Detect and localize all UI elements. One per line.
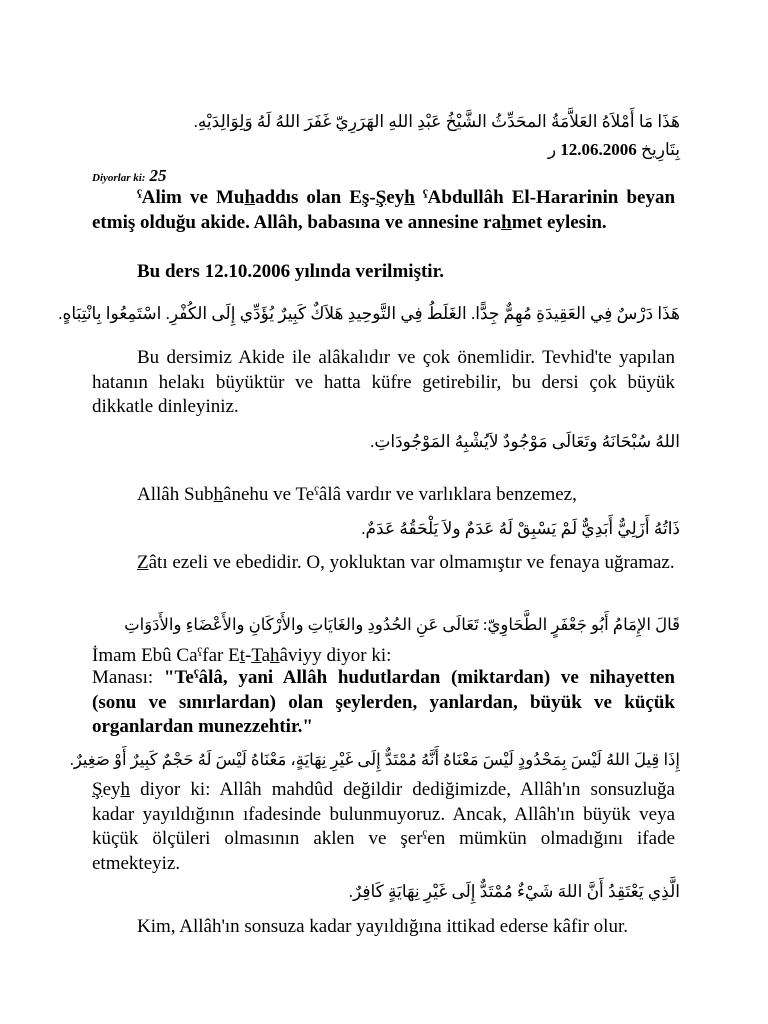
arabic-paragraph-3: ذَاتُهُ أَزَلِيٌّ أَبَدِيٌّ لَمْ يَسْبِقْ لَهُ عَدَمٌ ولاَ يَلْحَقُهُ عَدَمٌ. — [361, 519, 680, 538]
intro-paragraph: ˁAlim ve Muhaddıs olan Eş-Şeyh ˁAbdullâh El-Hararinin beyan etmiş olduğu akide. Allâh, babasına ve annesine rahmet eylesin. — [92, 187, 676, 233]
paragraph-3: Zâtı ezeli ve ebedidir. O, yokluktan var olmamıştır ve fenaya uğramaz. — [137, 552, 675, 573]
imam-line: İmam Ebû Caˁfar Et-Tahâviyy diyor ki: — [92, 645, 392, 666]
arabic-paragraph-5: إِذَا قِيلَ اللهُ لَيْسَ بِمَحْدُودٍ لَيْسَ مَعْنَاهُ أَنَّهُ مُمْتَدٌّ إِلَى غَيْرِ نِهَايَةٍ، مَعْنَاهُ لَيْسَ لَهُ حَجْمٌ كَبِيرٌ أَوْ صَغِيرٌ. — [69, 750, 680, 769]
paragraph-2: Allâh Subhânehu ve Teˁâlâ vardır ve varlıklara benzemez, — [137, 484, 577, 505]
arabic-paragraph-2: اللهُ سُبْحَانَهُ وتَعَالَى مَوْجُودٌ لاَيُشْبِهُ المَوْجُودَاتِ. — [370, 432, 680, 451]
arabic-paragraph-1: هَذَا دَرْسٌ فِي العَقِيدَةِ مُهِمٌّ جِدًّا. الغَلَطُ فِي التَّوحِيدِ هَلاَكٌ كَبِيرٌ يُؤَدِّي إِلَى الكُفْرِ. اسْتَمِعُوا بِانْتِبَاهٍ. — [58, 304, 680, 323]
arabic-intro: هَذَا مَا أَمْلاَهُ العَلاَّمَةُ المحَدِّثُ الشَّيْخُ عَبْدِ اللهِ الهَرَرِيّ غَفَرَ اللهُ لَهُ وَلِوَالِدَيْهِ. — [193, 112, 680, 131]
paragraph-5: Kim, Allâh'ın sonsuza kadar yayıldığına ittikad ederse kâfir olur. — [137, 916, 628, 937]
paragraph-1: Bu dersimiz Akide ile alâkalıdır ve çok önemlidir. Tevhid'te yapılan hatanın helakı büyüktür ve hatta küfre getirebilir, bu dersi çok büyük dikkatle dinleyiniz. — [92, 347, 675, 418]
diyorlar-heading — [92, 166, 166, 186]
manasi-label: Manası: — [92, 667, 164, 688]
arabic-date-word: بِتَارِيخ — [641, 140, 680, 159]
date-line — [548, 140, 680, 160]
manasi-paragraph — [92, 666, 675, 740]
paragraph-4: Şeyh diyor ki: Allâh mahdûd değildir dediğimizde, Allâh'ın sonsuzluğa kadar yayıldığının ıfadesinde bulunmuyoruz. Ancak, Allâh'ın büyük veya küçük ölçüleri olmasının aklen ve şerˁen mümkün olmadığını ifade etmekteyiz. — [92, 779, 675, 874]
date-suffix: ر — [547, 140, 557, 159]
arabic-paragraph-6: الَّذِي يَعْتَقِدُ أَنَّ اللهَ شَيْءٌ مُمْتَدٌّ إِلَى غَيْرِ نِهَايَةٍ كَافِرٌ. — [348, 882, 680, 901]
manasi-text: "Teˁâlâ, yani Allâh hudutlardan (miktardan) ve nihayetten (sonu ve sınırlardan) olan şeylerden, yanlardan, büyük ve küçük organlardan munezzehtir." — [92, 667, 675, 738]
arabic-paragraph-4: قَالَ الإِمَامُ أَبُو جَعْفَرٍ الطَّحَاوِيّ: تَعَالَى عَنِ الحُدُودِ والغَايَاتِ والأَرْكَانِ والأَعْضَاءِ والأَدَوَاتِ — [124, 615, 680, 634]
diyorlar-number: 25 — [149, 166, 167, 185]
ders-date-line: Bu ders 12.10.2006 yılında verilmiştir. — [137, 261, 445, 282]
diyorlar-label: Diyorlar ki: — [92, 172, 146, 184]
date-value: 12.06.2006 — [560, 140, 637, 159]
